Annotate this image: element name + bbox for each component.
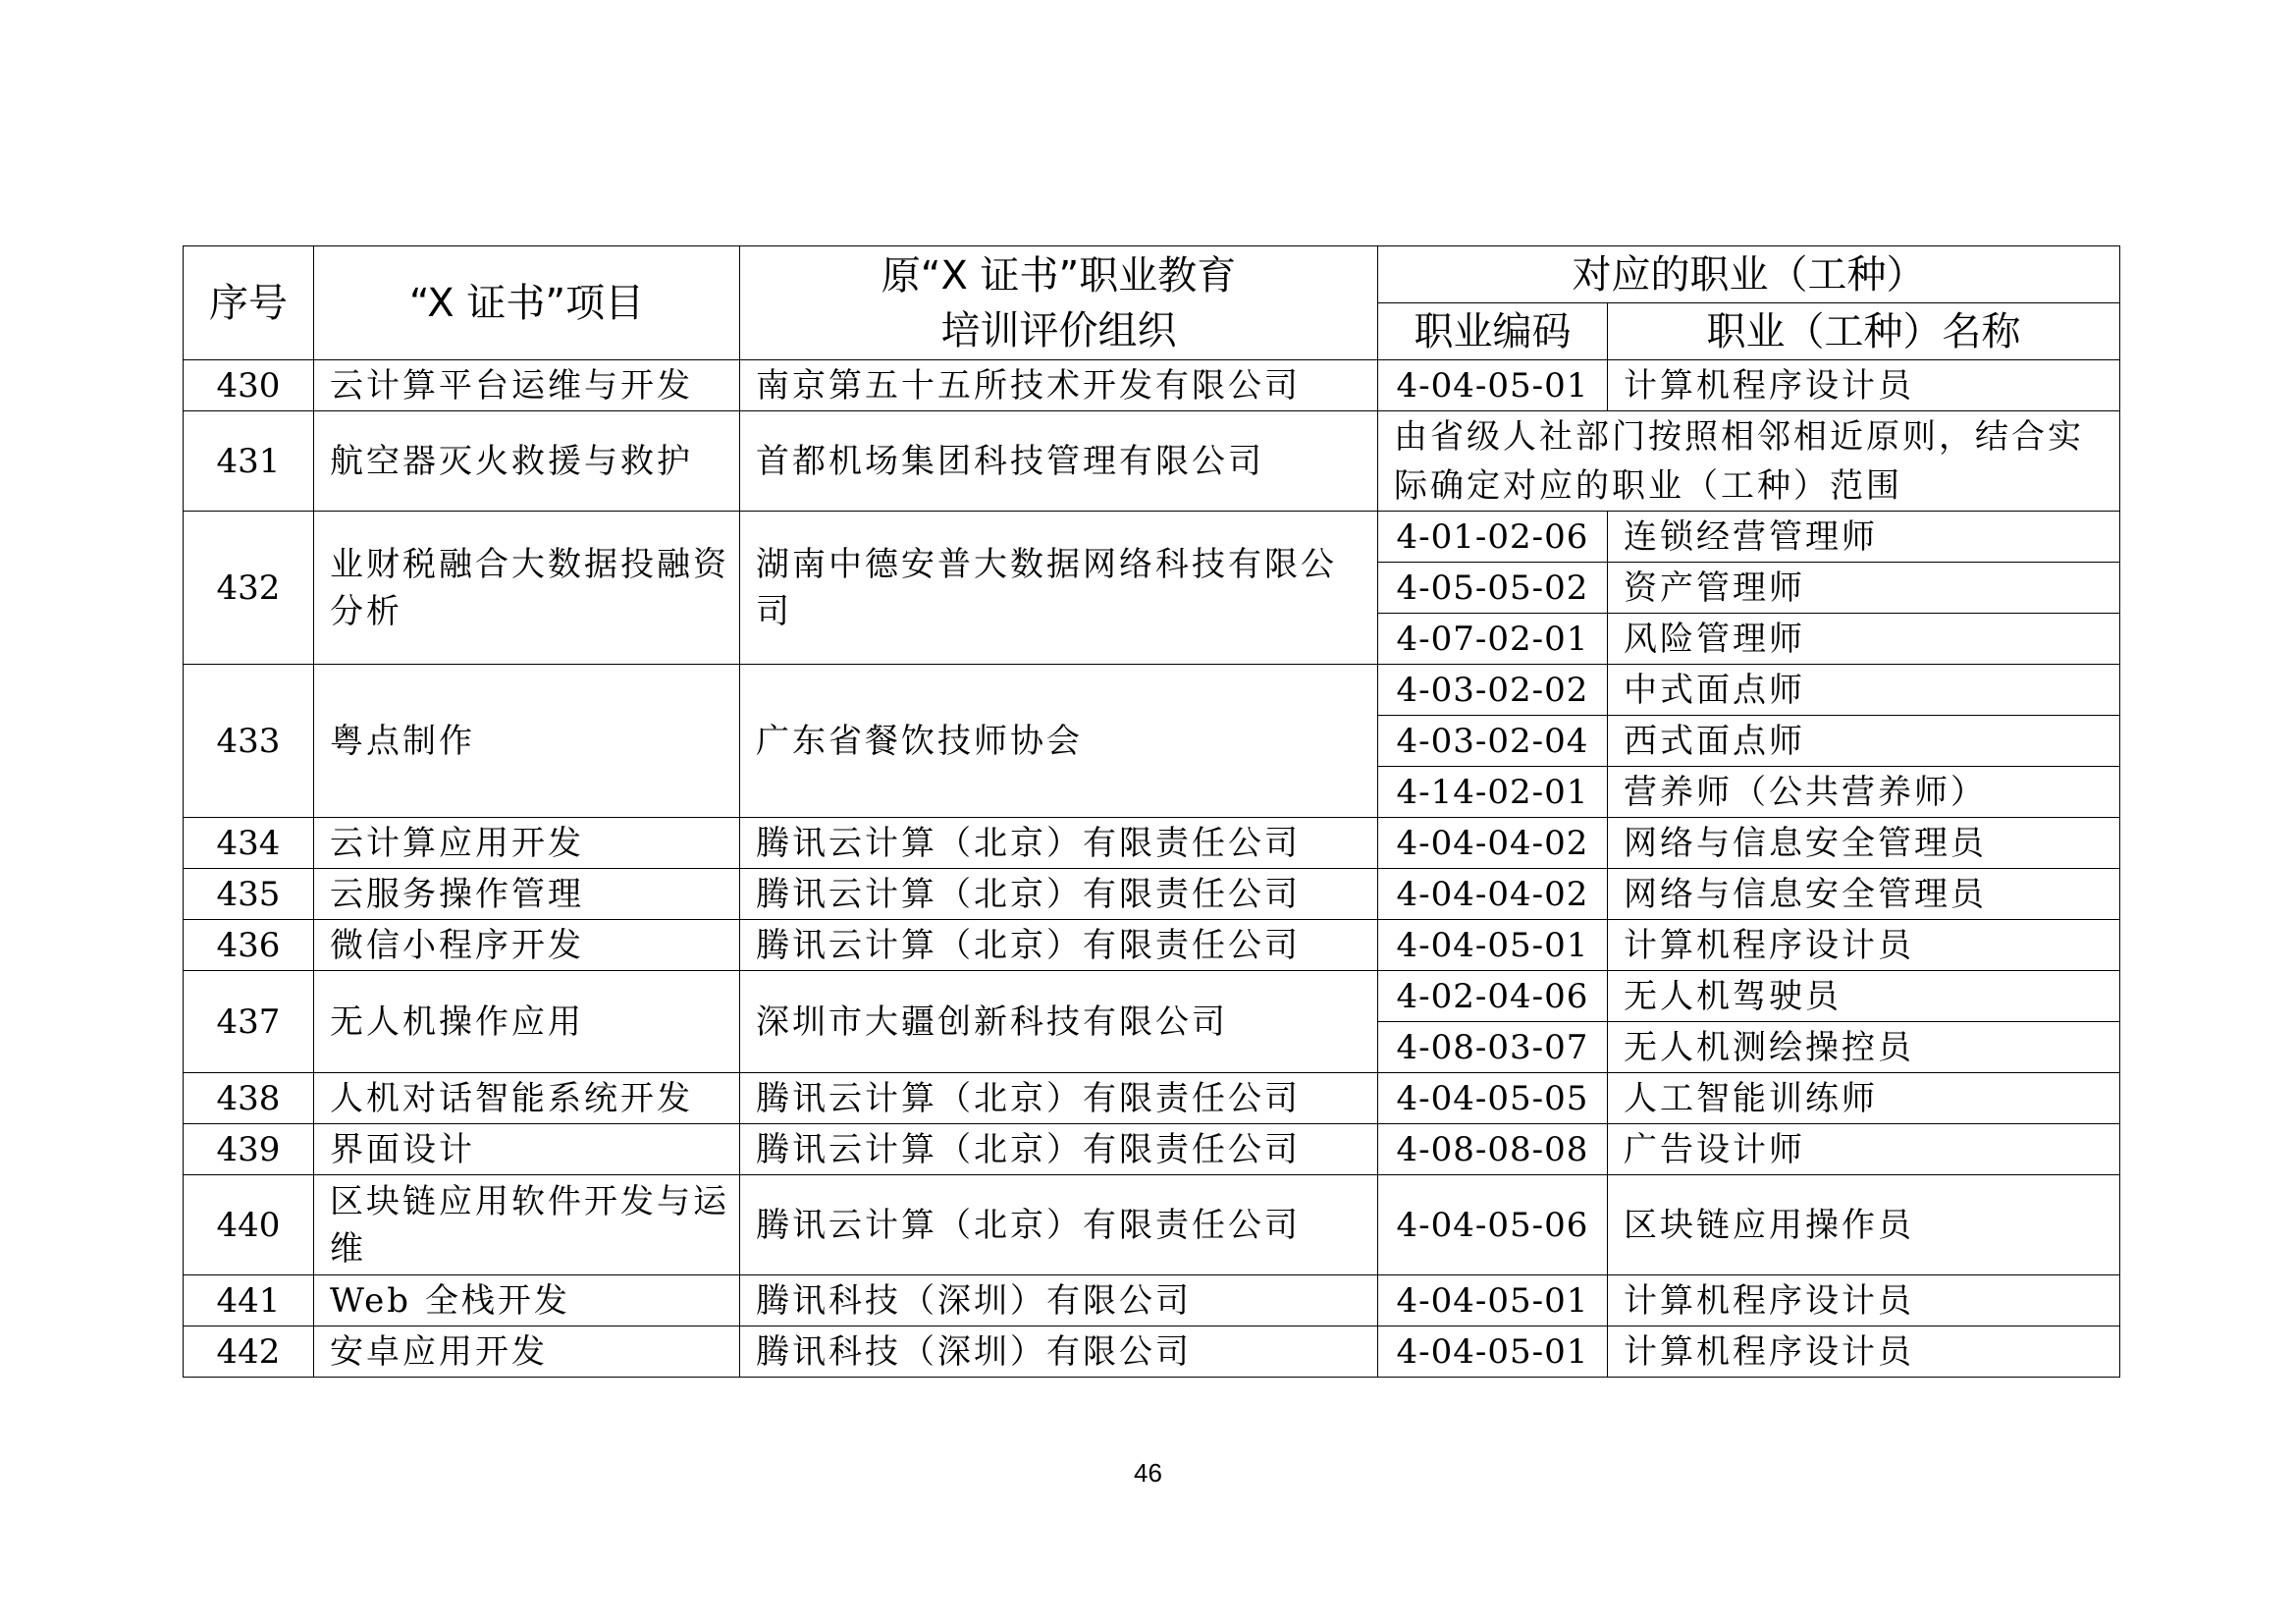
project-cell: 人机对话智能系统开发 — [314, 1073, 740, 1124]
seq-cell: 439 — [184, 1124, 314, 1175]
table-row — [184, 818, 2120, 869]
org-cell: 广东省餐饮技师协会 — [740, 665, 1378, 818]
code-cell: 4-07-02-01 — [1378, 614, 1608, 665]
seq-cell: 440 — [184, 1175, 314, 1275]
project-cell: Web 全栈开发 — [314, 1275, 740, 1326]
project-cell: 微信小程序开发 — [314, 920, 740, 971]
code-cell: 4-04-04-02 — [1378, 818, 1608, 869]
seq-cell: 434 — [184, 818, 314, 869]
occupation-name-cell: 计算机程序设计员 — [1608, 920, 2120, 971]
header-org — [740, 246, 1378, 360]
occupation-name-cell: 网络与信息安全管理员 — [1608, 869, 2120, 920]
code-cell: 4-03-02-04 — [1378, 716, 1608, 767]
code-cell: 4-04-05-01 — [1378, 920, 1608, 971]
project-cell: 界面设计 — [314, 1124, 740, 1175]
occupation-name-cell: 连锁经营管理师 — [1608, 512, 2120, 563]
org-cell: 腾讯云计算（北京）有限责任公司 — [740, 1175, 1378, 1275]
code-cell: 4-04-04-02 — [1378, 869, 1608, 920]
table-row — [184, 512, 2120, 563]
project-cell: 无人机操作应用 — [314, 971, 740, 1073]
code-cell: 4-04-05-05 — [1378, 1073, 1608, 1124]
table-row — [184, 971, 2120, 1022]
table-row — [184, 869, 2120, 920]
project-cell: 区块链应用软件开发与运维 — [314, 1175, 740, 1275]
code-cell: 4-04-05-06 — [1378, 1175, 1608, 1275]
code-cell: 4-03-02-02 — [1378, 665, 1608, 716]
occupation-name-cell: 无人机测绘操控员 — [1608, 1022, 2120, 1073]
seq-cell: 436 — [184, 920, 314, 971]
code-cell: 4-08-08-08 — [1378, 1124, 1608, 1175]
occupation-name-cell: 人工智能训练师 — [1608, 1073, 2120, 1124]
table-row — [184, 360, 2120, 411]
occupation-name-cell: 广告设计师 — [1608, 1124, 2120, 1175]
org-cell: 首都机场集团科技管理有限公司 — [740, 411, 1378, 512]
occupation-note-cell — [1378, 411, 2120, 512]
note-line-1: 由省级人社部门按照相邻相近原则，结合实 — [1394, 416, 2084, 457]
occupation-name-cell: 营养师（公共营养师） — [1608, 767, 2120, 818]
code-cell: 4-14-02-01 — [1378, 767, 1608, 818]
seq-cell: 431 — [184, 411, 314, 512]
header-org-line1: 原“X 证书”职业教育 — [881, 252, 1237, 298]
header-org-line2: 培训评价组织 — [940, 307, 1177, 353]
table-row — [184, 1275, 2120, 1326]
occupation-name-cell: 区块链应用操作员 — [1608, 1175, 2120, 1275]
occupation-name-cell: 计算机程序设计员 — [1608, 360, 2120, 411]
seq-cell: 432 — [184, 512, 314, 665]
page-number: 46 — [1134, 1458, 1162, 1488]
table-row — [184, 1073, 2120, 1124]
seq-cell: 433 — [184, 665, 314, 818]
project-cell: 业财税融合大数据投融资分析 — [314, 512, 740, 665]
org-cell: 腾讯科技（深圳）有限公司 — [740, 1326, 1378, 1378]
table-row — [184, 665, 2120, 716]
project-cell: 粤点制作 — [314, 665, 740, 818]
table-row — [184, 1175, 2120, 1275]
occupation-name-cell: 计算机程序设计员 — [1608, 1326, 2120, 1378]
project-cell: 云计算应用开发 — [314, 818, 740, 869]
occupation-name-cell: 网络与信息安全管理员 — [1608, 818, 2120, 869]
table-row — [184, 1124, 2120, 1175]
org-cell: 腾讯云计算（北京）有限责任公司 — [740, 1124, 1378, 1175]
code-cell: 4-04-05-01 — [1378, 1275, 1608, 1326]
project-cell: 云计算平台运维与开发 — [314, 360, 740, 411]
occupation-name-cell: 计算机程序设计员 — [1608, 1275, 2120, 1326]
org-cell: 腾讯云计算（北京）有限责任公司 — [740, 818, 1378, 869]
seq-cell: 430 — [184, 360, 314, 411]
header-seq: 序号 — [184, 246, 314, 360]
org-cell: 腾讯云计算（北京）有限责任公司 — [740, 1073, 1378, 1124]
header-name: 职业（工种）名称 — [1608, 303, 2120, 360]
code-cell: 4-02-04-06 — [1378, 971, 1608, 1022]
table-row — [184, 1326, 2120, 1378]
seq-cell: 435 — [184, 869, 314, 920]
occupation-name-cell: 西式面点师 — [1608, 716, 2120, 767]
header-code: 职业编码 — [1378, 303, 1608, 360]
header-project: “X 证书”项目 — [314, 246, 740, 360]
occupation-name-cell: 无人机驾驶员 — [1608, 971, 2120, 1022]
note-line-2: 际确定对应的职业（工种）范围 — [1394, 465, 1902, 506]
org-cell: 腾讯云计算（北京）有限责任公司 — [740, 869, 1378, 920]
table-row — [184, 411, 2120, 512]
org-cell: 腾讯云计算（北京）有限责任公司 — [740, 920, 1378, 971]
code-cell: 4-04-05-01 — [1378, 360, 1608, 411]
code-cell: 4-08-03-07 — [1378, 1022, 1608, 1073]
org-cell: 南京第五十五所技术开发有限公司 — [740, 360, 1378, 411]
occupation-name-cell: 中式面点师 — [1608, 665, 2120, 716]
occupation-name-cell: 资产管理师 — [1608, 563, 2120, 614]
table-row — [184, 920, 2120, 971]
org-cell: 深圳市大疆创新科技有限公司 — [740, 971, 1378, 1073]
project-cell: 云服务操作管理 — [314, 869, 740, 920]
code-cell: 4-05-05-02 — [1378, 563, 1608, 614]
project-cell: 安卓应用开发 — [314, 1326, 740, 1378]
code-cell: 4-01-02-06 — [1378, 512, 1608, 563]
seq-cell: 438 — [184, 1073, 314, 1124]
certificate-table — [183, 245, 2120, 1378]
org-cell: 腾讯科技（深圳）有限公司 — [740, 1275, 1378, 1326]
code-cell: 4-04-05-01 — [1378, 1326, 1608, 1378]
seq-cell: 441 — [184, 1275, 314, 1326]
seq-cell: 437 — [184, 971, 314, 1073]
project-cell: 航空器灭火救援与救护 — [314, 411, 740, 512]
header-occupation-group: 对应的职业（工种） — [1378, 246, 2120, 303]
occupation-name-cell: 风险管理师 — [1608, 614, 2120, 665]
seq-cell: 442 — [184, 1326, 314, 1378]
org-cell: 湖南中德安普大数据网络科技有限公司 — [740, 512, 1378, 665]
